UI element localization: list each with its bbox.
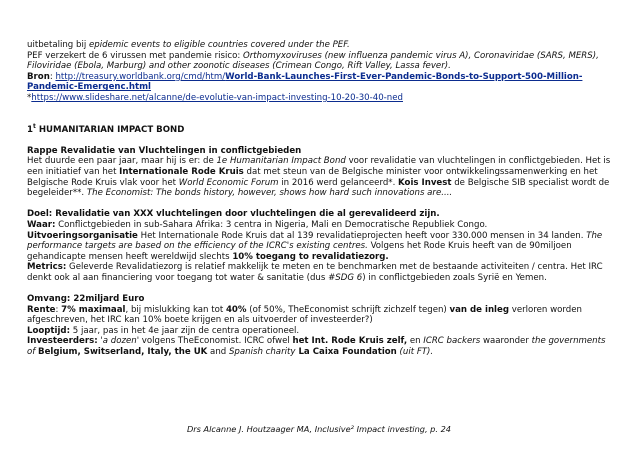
text-run: * <box>27 92 32 103</box>
text-run: ) in conflictgebieden zoals Syrië en Yemen. <box>362 272 547 283</box>
text-run: volgens TheEconomist. ICRC ofwel <box>139 336 293 347</box>
italic-run: (uit FT). <box>396 347 434 358</box>
link-text-bold: World-Bank-Launches-First-Ever-Pandemic-Bonds-to-Support-500-Million-Pandemic-Emergenc.html <box>27 71 583 93</box>
page-footer: Drs Alcanne J. Houtzaager MA, Inclusive² Impact investing, p. 24 <box>187 424 451 434</box>
text-run: dat met steun van de Belgische minister voor ontwikkelingssamenwerking en het Belgische Rode Kruis vlak voor het <box>27 166 598 188</box>
text-run: verloren worden afgeschreven, het IRC kan 10% boete krijgen en als uitvoerder of investeerder?) <box>27 304 582 326</box>
text-run: : <box>49 71 56 82</box>
spacer <box>27 135 613 146</box>
text-run: Conflictgebieden in sub-Sahara Afrika: 3 centra in Nigeria, Mali en Democratische Republiek Congo. <box>55 219 488 230</box>
waar-line <box>27 220 613 231</box>
intro-bron <box>27 72 613 93</box>
text-run: in 2016 werd gelanceerd*. <box>278 177 399 188</box>
italic-run: The Economist: The bonds history, however, shows how hard such innovations are.... <box>86 188 453 199</box>
text-run: de Belgische SIB specialist wordt de begeleider**. <box>27 177 610 199</box>
italic-run: 'a dozen' <box>100 336 140 347</box>
rappe-heading <box>27 146 613 157</box>
label: Waar: <box>27 219 56 230</box>
italic-run: Orthomyxoviruses (new influenza pandemic virus A), Coronaviridae (SARS, MERS), Filoviridae (Ebola, Marburg) and other zoonotic diseases (Crimean Congo, Rift Valley, Lassa fever). <box>27 50 599 72</box>
investeerders-paragraph <box>27 336 613 357</box>
italic-run: #SDG 6 <box>328 272 363 283</box>
italic-run: World Economic Forum <box>178 177 279 188</box>
page-content <box>27 40 613 358</box>
doel-line <box>27 209 613 220</box>
text-run: 5 jaar, pas in het 4e jaar zijn de centra operationeel. <box>70 325 300 336</box>
bold-run: Kois Invest <box>398 177 452 188</box>
bold-run: Omvang: 22miljard Euro <box>27 294 145 305</box>
text-run: Het duurde een paar jaar, maar hij is er: de <box>27 156 217 167</box>
link-text: http://treasury.worldbank.org/cmd/htm/ <box>55 71 226 82</box>
bold-run: Belgium, Switserland, Italy, the UK <box>38 347 208 358</box>
text-run: waaronder <box>480 336 532 347</box>
spacer <box>27 104 613 125</box>
uitvoering-paragraph <box>27 231 613 263</box>
spacer <box>27 199 613 210</box>
bold-run: Doel: Revalidatie van XXX vluchtelingen door vluchtelingen die al gerevalideerd zijn. <box>27 209 440 220</box>
label: Looptijd: <box>27 325 71 336</box>
text-run: and <box>207 347 229 358</box>
text-run: (of 50%, TheEconomist schrijft zichzelf tegen) <box>246 304 450 315</box>
text-run: PEF verzekert de 6 virussen met pandemie risico: <box>27 50 243 61</box>
italic-run: the governments of <box>27 336 606 358</box>
section-heading <box>27 122 613 136</box>
label: Metrics: <box>27 262 67 273</box>
bold-run: 7% maximaal <box>61 304 126 315</box>
italic-run: Spanish charity <box>228 347 296 358</box>
rappe-paragraph <box>27 156 613 198</box>
text-run: : <box>55 304 62 315</box>
bold-run: van de inleg <box>449 304 509 315</box>
bron-link[interactable] <box>27 72 582 93</box>
looptijd-line <box>27 326 613 337</box>
intro-line-1 <box>27 40 613 51</box>
text-run: Het Internationale Rode Kruis dat al 139 revalidatieprojecten heeft voor 330.000 mensen in 34 landen. <box>137 230 587 241</box>
text-run: , bij mislukking kan tot <box>125 304 226 315</box>
omvang-line <box>27 294 613 305</box>
label: Rente <box>27 304 56 315</box>
rente-paragraph <box>27 305 613 326</box>
bold-run: 10% toegang to revalidatiezorg. <box>232 251 389 262</box>
text-run: Geleverde Revalidatiezorg is relatief makkelijk te meten en te benchmarken met de bestaande activiteiten / centra. Het IRC denkt ook al aan financiering voor toegang tot water & sanitatie (dus <box>27 262 603 283</box>
section-superscript: t <box>32 122 36 130</box>
bold-run: het Int. Rode Kruis zelf, <box>292 336 408 347</box>
italic-run: 1e Humanitarian Impact Bond <box>216 156 346 167</box>
label: Investeerders: <box>27 336 98 347</box>
intro-pef-viruses <box>27 51 613 72</box>
heading-text: Rappe Revalidatie van Vluchtelingen in conflictgebieden <box>27 145 302 156</box>
bron-label: Bron <box>27 71 50 82</box>
text-run: en <box>407 336 424 347</box>
spacer <box>27 283 613 294</box>
italic-run: epidemic events to eligible countries covered under the PEF. <box>88 40 350 50</box>
italic-run: The performance targets are based on the efficiency of the ICRC's existing centres. <box>27 230 603 252</box>
bold-run: La Caixa Foundation <box>295 347 397 358</box>
text-run: uitbetaling bij <box>27 40 89 50</box>
text-run: Volgens het Rode Kruis heeft van de 90miljoen gehandicapte mensen heeft wereldwijd slechts <box>27 241 572 262</box>
slideshare-link[interactable]: https://www.slideshare.net/alcanne/de-evolutie-van-impact-investing-10-20-30-40-ned <box>31 92 403 103</box>
bold-run: Internationale Rode Kruis <box>119 166 244 177</box>
intro-slideshare <box>27 93 613 104</box>
text-run: voor revalidatie van vluchtelingen in conflictgebieden. Het is een initiatief van het <box>27 156 611 177</box>
bold-run: 40% <box>225 304 247 315</box>
italic-run: ICRC backers <box>423 336 481 347</box>
metrics-paragraph <box>27 262 613 283</box>
label: Uitvoeringsorganisatie <box>27 230 138 241</box>
section-number: 1 <box>27 124 33 135</box>
section-title: HUMANITARIAN IMPACT BOND <box>35 124 185 135</box>
